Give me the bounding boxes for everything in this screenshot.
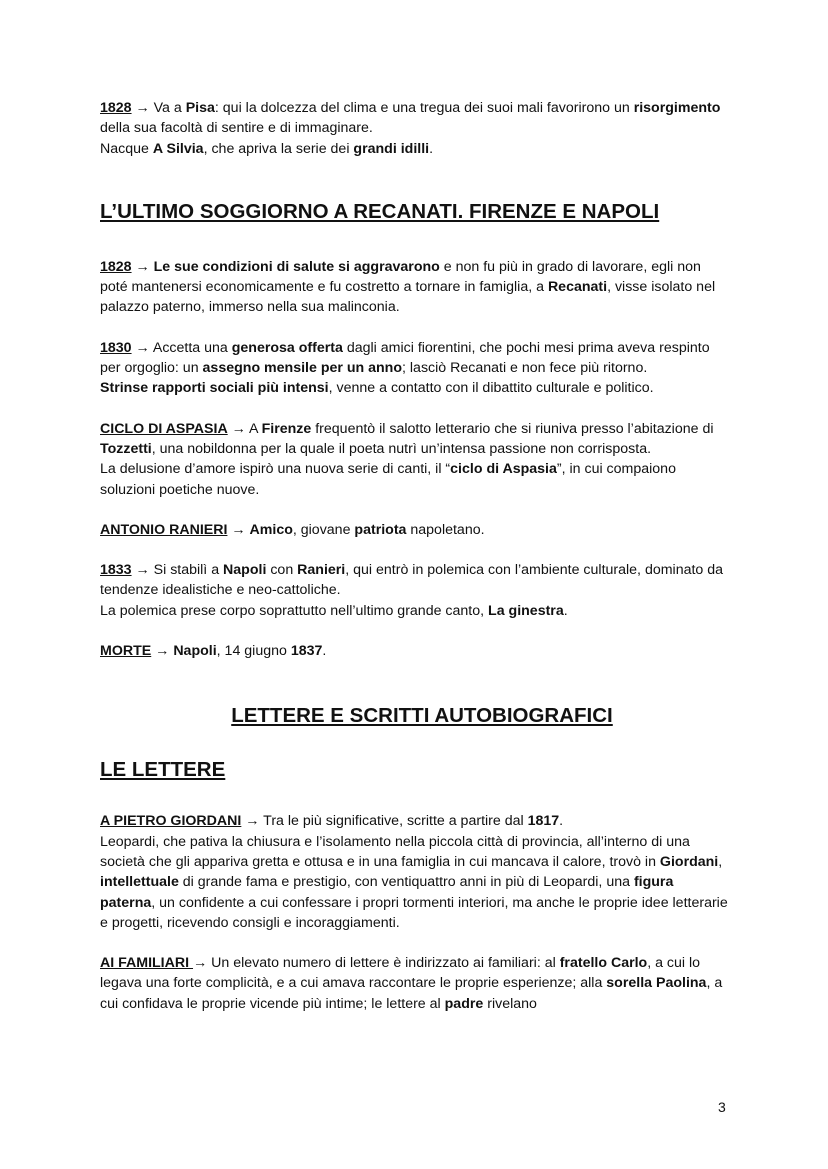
text-span: → Va a [131,100,186,116]
text-span: di grande fama e prestigio, con ventiquattro anni in più di Leopardi, una [178,874,634,891]
paragraph-1828 [100,257,732,318]
bold-text: Recanati [547,279,608,296]
page-number: 3 [718,1099,726,1115]
topic-label: AI FAMILIARI [100,955,194,972]
bold-text: fratello Carlo [559,955,648,972]
bold-text: Firenze [261,420,312,437]
bold-text: sorella Paolina [606,975,707,992]
text-span: . [563,602,568,619]
text-span: , che apriva la serie dei [203,140,354,157]
text-span: → Tra le più significative, scritte a partire dal [241,813,528,830]
bold-text: padre [444,995,484,1012]
text-span: , giovane [292,521,355,538]
bold-text: Tozzetti [100,440,152,457]
text-span: dagli amici fiorentini, che pochi mesi prima aveva respinto per orgoglio: un [100,339,710,377]
text-span: con [266,562,298,579]
bold-text: generosa offerta [231,339,343,356]
topic-label: A PIETRO GIORDANI [100,813,242,830]
bold-text: Ranieri [297,562,346,579]
paragraph-1833 [100,560,732,621]
text-span: Nacque [100,140,153,157]
text-span: → [151,643,174,660]
bold-text: Napoli [173,643,217,660]
text-span: → [227,521,250,538]
text-span: , a cui confidava le proprie vicende più intime; le lettere al [100,975,723,1012]
text-span: → Un elevato numero di lettere è indirizzato ai familiari: al [193,955,560,972]
paragraph-aspasia [100,419,732,500]
text-span: La delusione d’amore ispirò una nuova serie di canti, il “ [100,461,451,478]
bold-text: Giordani [659,853,719,870]
text-span: frequentò il salotto letterario che si riuniva presso l’abitazione di [311,420,714,437]
bold-text: A Silvia [152,140,204,157]
paragraph-giordani [100,811,732,933]
text-span: ”, in cui compaiono soluzioni poetiche nuove. [100,461,676,498]
bold-text: La ginestra [488,602,564,619]
text-span: La polemica prese corpo soprattutto nell’ultimo grande canto, [100,602,489,619]
bold-text: grandi idilli [353,140,430,157]
text-span: , [718,853,723,870]
section-heading-lettere-scritti: LETTERE E SCRITTI AUTOBIOGRAFICI [231,704,613,728]
text-span: rivelano [483,995,537,1012]
text-span: , una nobildonna per la quale il poeta nutrì un’intensa passione non corrisposta. [151,440,652,457]
document-page [100,98,732,1014]
paragraph-familiari [100,953,732,1014]
topic-label: CICLO DI ASPASIA [100,420,228,437]
bold-text: figura paterna [100,874,674,911]
text-span: . [322,643,327,660]
year-label: 1828 [100,258,132,275]
text-span: , un confidente a cui confessare i propri tormenti interiori, ma anche le proprie idee letterarie e progetti, ricevendo consigli e incoraggiamenti. [100,894,728,931]
text-span: della sua facoltà di sentire e di immaginare. [100,120,373,137]
paragraph-1830 [100,338,732,399]
text-span: , venne a contatto con il dibattito culturale e politico. [328,380,654,397]
text-span: → Si stabilì a [131,562,224,579]
bold-text: 1817 [527,813,560,830]
paragraph-ranieri [100,520,732,540]
text-span: e non fu più in grado di lavorare, egli non poté mantenersi economicamente e fu costretto a tornare in famiglia, a [100,258,701,296]
bold-text: assegno mensile per un anno [202,360,403,377]
bold-text: intellettuale [100,874,179,891]
section-heading-le-lettere: LE LETTERE [100,758,226,782]
text-span: napoletano. [406,521,485,538]
bold-text: Napoli [223,562,267,579]
bold-text: → [131,258,154,275]
bold-text: Amico [249,521,293,538]
year-label: 1830 [100,339,132,356]
paragraph-morte [100,641,732,661]
section-heading-recanati: L’ULTIMO SOGGIORNO A RECANATI. FIRENZE E NAPOLI [100,199,660,223]
text-span: → Accetta una [131,339,232,356]
topic-label: ANTONIO RANIERI [100,521,228,538]
text-span: , qui entrò in polemica con l’ambiente culturale, dominato da tendenze idealistiche e neo-cattoliche. [100,562,724,599]
bold-text: ciclo di Aspasia [450,461,557,478]
text-span: , 14 giugno [216,643,291,660]
bold-text: 1837 [290,643,323,660]
text-span: Leopardi, che pativa la chiusura e l’isolamento nella piccola città di provincia, all’interno di una società che gli appariva gretta e ottusa e in una famiglia in cui mancava il calore, trovò in [100,833,690,870]
bold-text: Le sue condizioni di salute si aggravarono [153,258,440,275]
text-span: : qui la dolcezza del clima e una tregua dei suoi mali favorirono un [214,100,634,116]
text-span: ; lasciò Recanati e non fece più ritorno. [402,360,648,377]
year-label: 1828 [100,100,132,116]
text-span: . [429,140,434,157]
paragraph-pisa [100,98,732,159]
bold-text: Pisa [185,100,215,116]
topic-label: MORTE [100,643,152,660]
text-span: , a cui lo legava una forte complicità, e a cui amava raccontare le proprie esperienze; alla [100,955,701,992]
text-span: → A [227,420,262,437]
bold-text: Strinse rapporti sociali più intensi [100,380,329,397]
text-span: . [559,813,564,830]
bold-text: risorgimento [633,100,721,116]
bold-text: patriota [354,521,407,538]
text-span: , visse isolato nel palazzo paterno, immerso nella sua malinconia. [100,279,716,316]
year-label: 1833 [100,562,132,579]
